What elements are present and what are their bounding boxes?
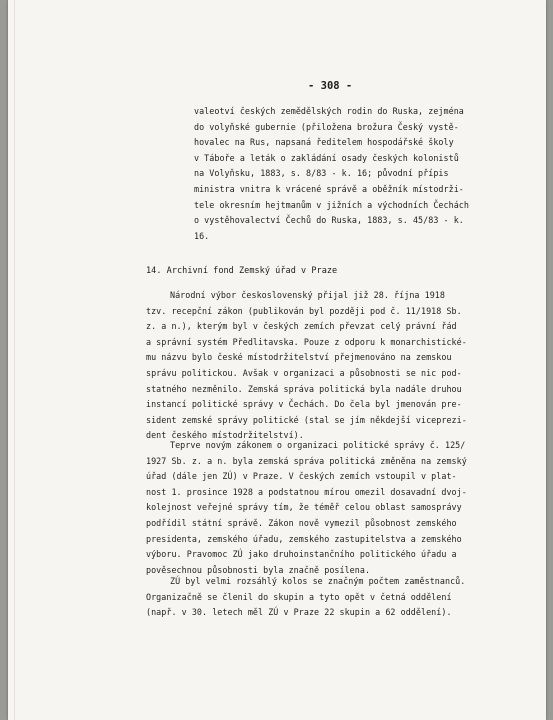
para1-line: 16. — [194, 230, 210, 241]
para1-line: do volyňské gubernie (přiložena brožura Český vystě- — [194, 121, 459, 132]
para3-line: Teprve novým zákonem o organizaci politické správy č. 125/ — [170, 440, 466, 450]
para2-line: statného nezměnilo. Zemská správa politická byla nadále druhou — [146, 383, 462, 394]
para1-line: valeotví českých zemědělských rodin do Ruska, zejména — [194, 106, 464, 116]
para4-line: ZÚ byl velmi rozsáhlý kolos se značným počtem zaměstnanců. — [170, 576, 466, 586]
para2-line: Národní výbor československý přijal již 28. října 1918 — [170, 290, 445, 300]
para3-line: 1927 Sb. z. a n. byla zemská správa politická změněna na zemský — [146, 455, 467, 466]
para2-line: a správní systém Předlitavska. Pouze z odporu k monarchistické- — [146, 336, 467, 347]
para3-line: podřídil státní správě. Zákon nově vymezil působnost zemského — [146, 518, 457, 528]
page-edge-shadow — [14, 0, 15, 720]
para1-line: o vystěhovalectví Čechů do Ruska, 1883, s. 45/83 - k. — [194, 215, 464, 226]
para2-line: tzv. recepční zákon (publikován byl později pod č. 11/1918 Sb. — [146, 305, 462, 316]
para2-line: sident zemské správy politické (stal se jím někdejší viceprezi- — [146, 414, 467, 425]
page-number: - 308 - — [308, 80, 353, 92]
para3-line: presidenta, zemského úřadu, zemského zastupitelstva a zemského — [146, 533, 462, 544]
para3-line: nost 1. prosince 1928 a podstatnou mírou omezil dosavadní dvoj- — [146, 486, 467, 497]
para1-line: v Táboře a leták o zakládání osady českých kolonistů — [194, 152, 459, 163]
para3-line: výboru. Pravomoc ZÚ jako druhoinstančního politického úřadu a — [146, 549, 457, 560]
document-page — [8, 0, 546, 720]
para1-line: ministra vnitra k vrácené správě a oběžník místodrži- — [194, 184, 464, 194]
para2-line: správu politickou. Avšak v organizaci a působnosti se nic pod- — [146, 368, 462, 378]
para2-line: instancí politické správy v Čechách. Do čela byl jmenován pre- — [146, 399, 462, 410]
para2-line: mu názvu bylo české místodržitelství přejmenováno na zemskou — [146, 352, 452, 363]
para1-line: hovalec na Rus, napsaná ředitelem hospodářské školy — [194, 137, 454, 148]
para2-line: dent českého místodržitelství). — [146, 430, 304, 441]
para3-line: úřad (dále jen ZÚ) v Praze. V českých zemích vstoupil v plat- — [146, 471, 457, 482]
para3-line: pověsechnou působnosti byla značně posílena. — [146, 564, 371, 575]
para1-line: na Volyňsku, 1883, s. 8/83 - k. 16; původní přípis — [194, 168, 449, 179]
para1-line: tele okresním hejtmanům v jižních a východních Čechách — [194, 199, 469, 210]
section-heading: 14. Archivní fond Zemský úřad v Praze — [146, 266, 338, 276]
para4-line: (např. v 30. letech měl ZÚ v Praze 22 skupin a 62 oddělení). — [146, 607, 452, 618]
para4-line: Organizačně se členil do skupin a tyto opět v četná oddělení — [146, 591, 452, 602]
para3-line: kolejnost veřejné správy tím, že téměř celou oblast samosprávy — [146, 502, 462, 513]
para2-line: z. a n.), kterým byl v českých zemích převzat celý právní řád — [146, 321, 457, 332]
